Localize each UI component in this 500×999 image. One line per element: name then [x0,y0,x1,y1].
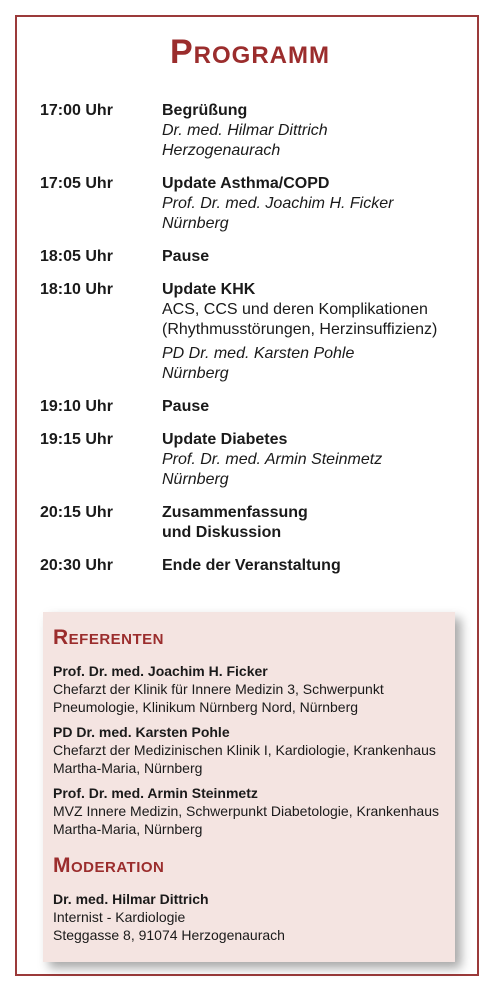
program-location: Herzogenaurach [162,142,281,159]
program-location: Nürnberg [162,471,229,488]
moderator-address: Steggasse 8, 91074 Herzogenaurach [53,927,285,943]
program-time: 20:30 Uhr [40,557,113,574]
program-speaker: PD Dr. med. Karsten Pohle [162,345,355,362]
program-time: 18:10 Uhr [40,281,113,298]
program-content [162,397,470,417]
program-time: 17:00 Uhr [40,102,113,119]
program-row [40,503,470,543]
program-content [162,430,470,490]
program-description: ACS, CCS und deren Komplikationen (Rhythmusstörungen, Herzinsuffizienz) [162,301,438,338]
program-topic: Begrüßung [162,102,248,119]
referent-name: Prof. Dr. med. Armin Steinmetz [53,785,258,801]
program-content [162,556,470,576]
program-speaker: Dr. med. Hilmar Dittrich [162,122,328,139]
program-content [162,101,470,161]
program-speaker: Prof. Dr. med. Joachim H. Ficker [162,195,394,212]
moderator-name: Dr. med. Hilmar Dittrich [53,891,209,907]
referent-name: Prof. Dr. med. Joachim H. Ficker [53,663,268,679]
program-topic: Update KHK [162,281,256,298]
moderator-specialty: Internist - Kardiologie [53,909,186,925]
page-title: Programm [170,33,330,71]
program-location: Nürnberg [162,365,229,382]
program-topic: Update Diabetes [162,431,288,448]
referent-name: PD Dr. med. Karsten Pohle [53,724,230,740]
referent-entry [53,723,445,777]
referent-role: MVZ Innere Medizin, Schwerpunkt Diabetologie, Krankenhaus Martha-Maria, Nürnberg [53,803,439,837]
moderation-heading: Moderation [53,854,165,877]
program-row [40,247,470,267]
program-time: 17:05 Uhr [40,175,113,192]
program-location: Nürnberg [162,215,229,232]
speakers-panel [43,612,455,962]
program-list [40,101,470,589]
program-row [40,397,470,417]
program-time: 19:15 Uhr [40,431,113,448]
program-speaker: Prof. Dr. med. Armin Steinmetz [162,451,383,468]
program-time: 18:05 Uhr [40,248,113,265]
referent-entry [53,784,445,838]
referent-role: Chefarzt der Klinik für Innere Medizin 3, Schwerpunkt Pneumologie, Klinikum Nürnberg Nord, Nürnberg [53,681,384,715]
moderator-entry [53,890,445,944]
program-topic: Pause [162,248,210,265]
program-row [40,430,470,490]
program-content [162,280,470,384]
program-topic: Update Asthma/COPD [162,175,330,192]
referent-entry [53,662,445,716]
program-time: 19:10 Uhr [40,398,113,415]
referenten-heading: Referenten [53,626,165,649]
program-row [40,101,470,161]
referenten-list [53,662,445,838]
program-row [40,280,470,384]
program-row [40,556,470,576]
program-topic: Zusammenfassung und Diskussion [162,504,308,541]
program-row [40,174,470,234]
program-content [162,174,470,234]
program-content [162,503,470,543]
program-topic: Ende der Veranstaltung [162,557,341,574]
program-topic: Pause [162,398,210,415]
program-time: 20:15 Uhr [40,504,113,521]
program-content [162,247,470,267]
referent-role: Chefarzt der Medizinischen Klinik I, Kardiologie, Krankenhaus Martha-Maria, Nürnberg [53,742,436,776]
